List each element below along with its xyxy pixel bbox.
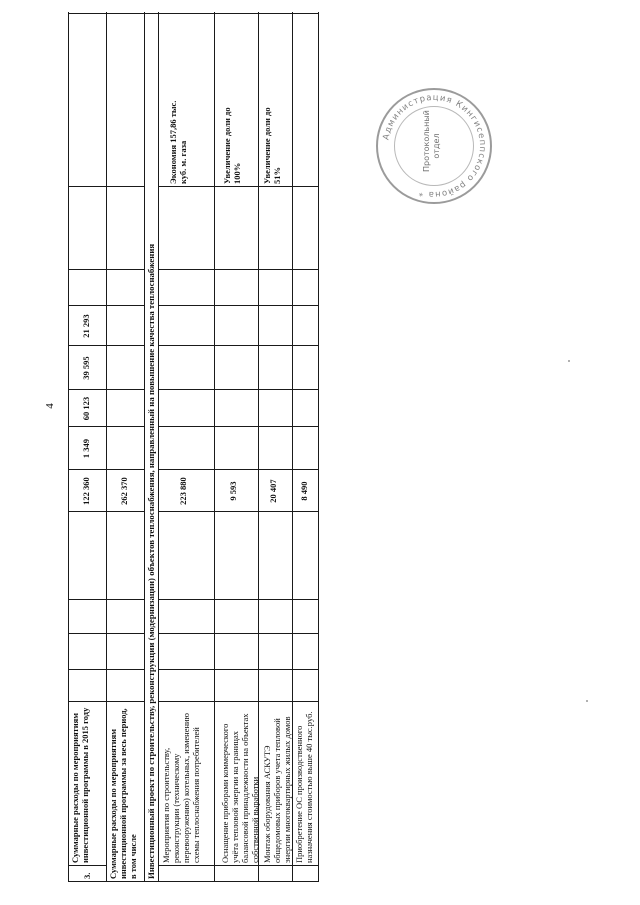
value-cell: 122 360 <box>81 477 91 505</box>
row-label-total: Суммарные расходы по мероприятиям инвестиционной программы за весь период, в том числе <box>108 708 138 879</box>
stamp-center <box>416 110 452 172</box>
table-rule <box>68 599 144 600</box>
row-label: Оснащение приборами коммерческого учёта тепловой энергии на границах балансовой принадлежности на объектах собственной выработки <box>220 713 260 863</box>
table-rule <box>158 269 318 270</box>
table-rule <box>68 186 144 187</box>
row-label: Монтаж оборудования АСКУТЭ общедомовых приборов учета тепловой энергии многоквартирных жилых домов <box>262 716 292 863</box>
effect-cell <box>292 97 318 187</box>
svg-text:Администрация Кингисеппского р: Администрация Кингисеппского района * <box>381 92 488 200</box>
table-rule <box>158 633 318 634</box>
value-cell: 39 595 <box>81 356 91 380</box>
table-rule <box>68 269 144 270</box>
table-rule <box>158 426 318 427</box>
table-rule <box>158 305 318 306</box>
table-rule <box>68 669 144 670</box>
value-cell: 262 370 <box>119 477 129 505</box>
value-cell: 60 123 <box>81 396 91 421</box>
table-rule <box>158 389 318 390</box>
investment-table <box>68 12 320 882</box>
section-header: Инвестиционный проект по строительству, реконструкции (модернизации) объектов теплоснабжения, направленный на повышение качества теплоснабжения <box>146 243 156 879</box>
effect-cell: Экономия 157,86 тыс. куб. м. газа <box>168 100 188 184</box>
scan-speck <box>568 360 570 362</box>
effect-cell: Увеличение доли до 100% <box>222 107 242 184</box>
stamp-center-text: Протокольный отдел <box>422 110 441 172</box>
row-index: 3. <box>82 872 92 879</box>
value-cell: 8 490 <box>299 481 309 501</box>
table-rule <box>68 633 144 634</box>
page-number: 4 <box>44 403 56 409</box>
value-cell: 9 593 <box>228 481 238 501</box>
value-cell: 223 880 <box>178 477 188 505</box>
table-rule <box>158 345 318 346</box>
row-label: Мероприятия по строительству, реконструкции (техническому перевооружению) котельных, изменению схемы теплоснабжения потребителей <box>161 713 201 863</box>
effect-cell: Увеличение доли до 51% <box>262 107 282 184</box>
row-label-2015: Суммарные расходы по мероприятиям инвестиционной программы в 2015 году <box>70 707 90 863</box>
row-label: Приобретение ОС производственного назначения стоимостью выше 40 тыс.руб. <box>294 711 314 863</box>
value-cell: 21 293 <box>81 314 91 338</box>
administration-stamp <box>376 88 492 204</box>
table-rule <box>158 669 318 670</box>
table-rule <box>318 12 319 882</box>
scan-speck <box>586 700 588 702</box>
table-rule <box>158 599 318 600</box>
value-cell: 20 407 <box>268 479 278 503</box>
value-cell: 1 349 <box>81 438 91 459</box>
table-rule <box>68 13 318 14</box>
